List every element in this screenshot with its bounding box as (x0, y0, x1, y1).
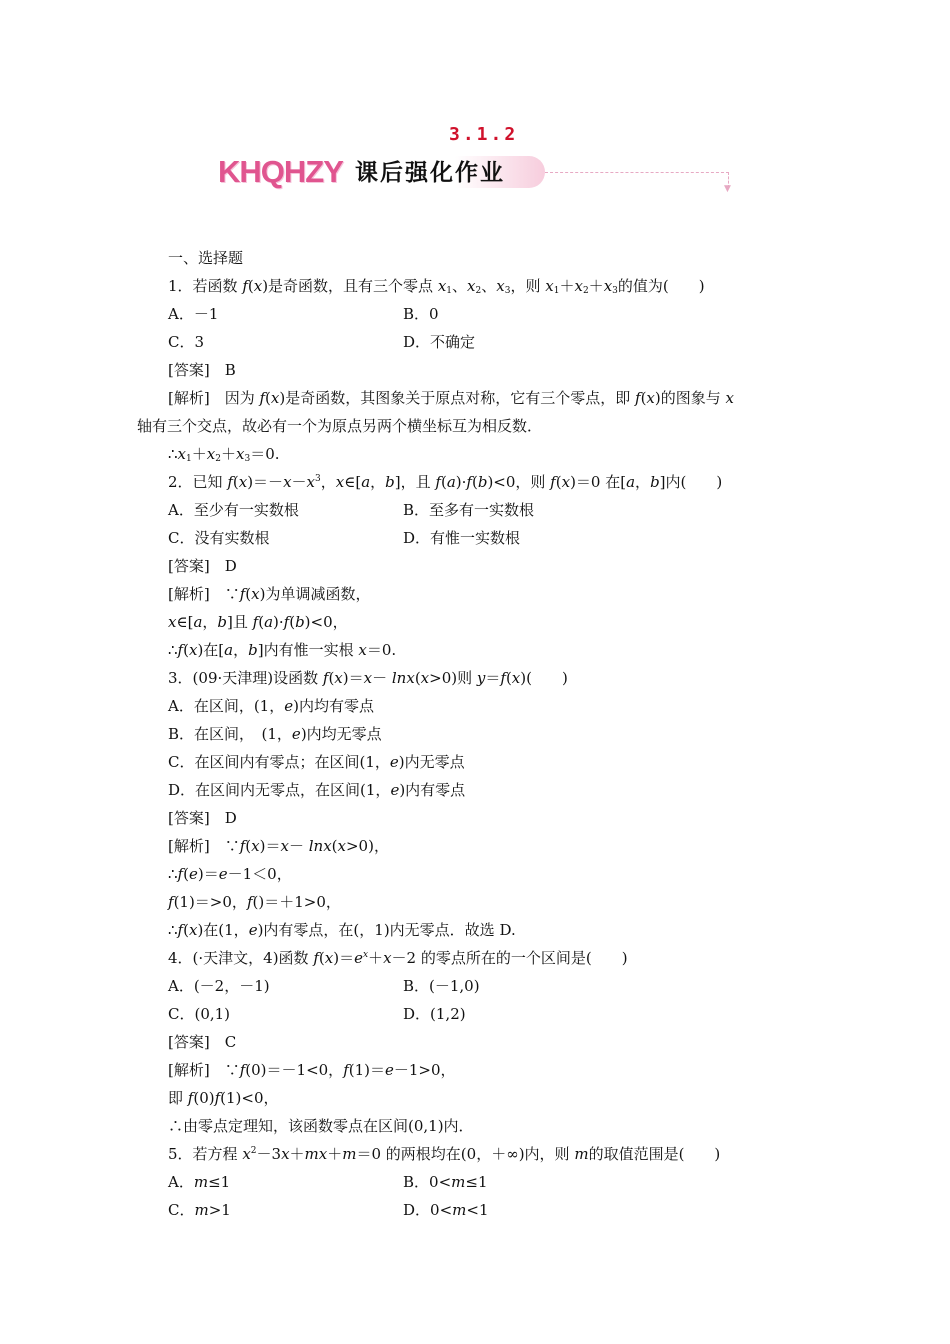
option-c: C．(0,1) (168, 1005, 231, 1023)
option-b: B．0 (403, 305, 439, 323)
decorative-dashed-line (545, 172, 729, 173)
brand-logo: KHQHZY (218, 154, 343, 189)
question-1-stem: 1．若函数 f(x)是奇函数，且有三个零点 $x_1$、$x_2$、$x_3$，则 $x_1+x_2+x_3$的值为( ) (168, 277, 705, 296)
question-1-analysis-line-1: [解析] 因为 f(x)是奇函数，其图象关于原点对称，它有三个零点，即 f(x)的图象与 x (168, 389, 734, 407)
question-1-options-row-2 (0, 328, 950, 356)
option-b: B．(－1,0) (403, 977, 480, 995)
option-a: A．－1 (168, 305, 219, 323)
option-b: B．0<m≤1 (403, 1173, 488, 1191)
option-b: B．至多有一实数根 (403, 501, 535, 519)
question-4-analysis-line-2: 即 f(0)f(1)<0， (168, 1089, 279, 1107)
question-5-options-row-1 (0, 1168, 950, 1196)
question-3-option-a: A．在区间，(1，e)内均有零点 (168, 697, 374, 715)
question-3-option-d: D．在区间内无零点，在区间(1，e)内有零点 (168, 781, 466, 799)
option-c: C．3 (168, 333, 205, 351)
question-2-stem: 2．已知 $f(x)=-x-x^3$，x∈[a，b]，且 f(a)·f(b)<0，则 f(x)＝0 在[a，b]内( ) (168, 473, 723, 491)
question-2-analysis-line-1: [解析] ∵f(x)为单调减函数， (168, 585, 371, 603)
question-2-options-row-2 (0, 524, 950, 552)
exercise-content (0, 244, 950, 1224)
question-4-analysis-line-3: ∴由零点定理知，该函数零点在区间(0,1)内． (168, 1117, 474, 1135)
question-3-analysis-line-3: f(1)＝>0，f()＝＋1>0， (168, 893, 341, 911)
question-3-analysis-line-1: [解析] ∵f(x)＝x－ lnx(x>0)， (168, 837, 389, 855)
question-1-analysis-line-2: 轴有三个交点，故必有一个为原点另两个横坐标互为相反数． (137, 417, 543, 435)
question-3-analysis-line-4: ∴f(x)在(1，e)内有零点，在(，1)内无零点．故选 D. (168, 921, 516, 939)
option-a: A．至少有一实数根 (168, 501, 299, 519)
question-3-stem: 3．(09·天津理)设函数 f(x)＝x－ lnx(x>0)则 y＝f(x)( ) (168, 669, 568, 687)
question-4-options-row-1 (0, 972, 950, 1000)
question-4-stem: 4．(·天津文，4)函数 $f(x)=e^x+x-2$ 的零点所在的一个区间是( ) (168, 949, 628, 967)
option-d: D．(1,2) (403, 1005, 466, 1023)
question-4-answer: [答案] C (168, 1033, 237, 1051)
question-2-answer: [答案] D (168, 557, 237, 575)
question-3-answer: [答案] D (168, 809, 237, 827)
option-d: D．不确定 (403, 333, 476, 351)
question-5-stem: 5．若方程 $x^2-3x+mx+m=0$ 的两根均在(0，＋∞)内，则 m的取值范围是( ) (168, 1145, 721, 1163)
option-d: D．0<m<1 (403, 1201, 489, 1219)
question-4-options-row-2 (0, 1000, 950, 1028)
option-a: A．(－2，－1) (168, 977, 270, 995)
option-d: D．有惟一实数根 (403, 529, 521, 547)
section-number: 3.1.2 (449, 124, 519, 145)
question-3-option-c: C．在区间内有零点；在区间(1，e)内无零点 (168, 753, 465, 771)
option-c: C．没有实数根 (168, 529, 270, 547)
option-a: A．m≤1 (168, 1173, 231, 1191)
question-5-options-row-2 (0, 1196, 950, 1224)
question-1-answer: [答案] B (168, 361, 236, 379)
section-heading: 一、选择题 (168, 249, 244, 267)
question-3-option-b: B．在区间， (1，e)内均无零点 (168, 725, 382, 743)
question-2-analysis-line-3: ∴f(x)在[a，b]内有惟一实根 x＝0. (168, 641, 397, 659)
down-arrow-icon: ▼ (724, 184, 731, 194)
page-title: 课后强化作业 (355, 160, 505, 186)
question-1-analysis-line-3: $\therefore x_1+x_2+x_3=0$. (168, 445, 280, 464)
question-3-analysis-line-2: ∴f(e)＝e－1＜0， (168, 865, 292, 883)
option-c: C．m>1 (168, 1201, 231, 1219)
question-1-options-row-1 (0, 300, 950, 328)
question-4-analysis-line-1: [解析] ∵f(0)＝－1<0，f(1)＝e－1>0， (168, 1061, 456, 1079)
question-2-analysis-line-2: x∈[a，b]且 f(a)·f(b)<0， (168, 613, 348, 631)
question-2-options-row-1 (0, 496, 950, 524)
